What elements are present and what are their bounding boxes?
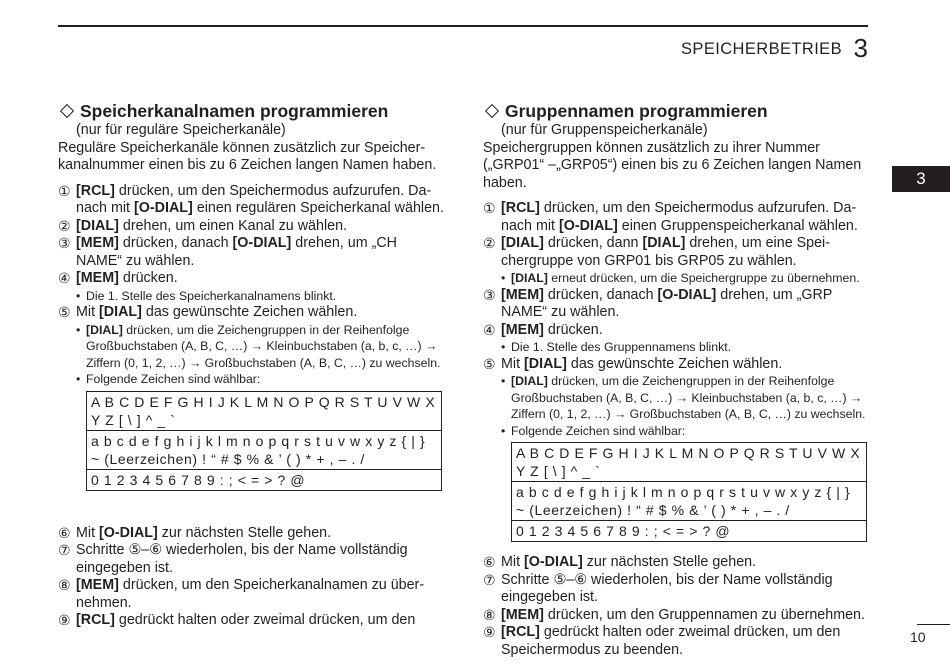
right-step-4: ④ [MEM] drücken. xyxy=(483,321,603,338)
top-rule xyxy=(58,25,868,27)
left-subtitle: (nur für reguläre Speicherkanäle) xyxy=(76,122,286,138)
right-step-9: ⑨ [RCL] gedrückt halten oder zweimal drücken, um den Speichermodus zu beenden. xyxy=(483,624,841,658)
left-column xyxy=(58,100,446,630)
charset-row-digits: 0 1 2 3 4 5 6 7 8 9 : ; < = > ? @ xyxy=(516,523,731,539)
right-step-2: ② [DIAL] drücken, dann [DIAL] drehen, um eine Speichergruppe von GRP01 bis GRP05 zu wählen. xyxy=(483,235,830,269)
right-step-3: ③ [MEM] drücken, danach [O-DIAL] drehen, um „GRP NAME“ zu wählen. xyxy=(483,286,833,320)
left-step-3: ③ [MEM] drücken, danach [O-DIAL] drehen, um „CH NAME“ zu wählen. xyxy=(58,235,397,269)
left-step-6: ⑥ Mit [O-DIAL] zur nächsten Stelle gehen. xyxy=(58,524,332,541)
right-column xyxy=(483,100,871,659)
left-heading: Speicherkanalnamen programmieren xyxy=(58,100,446,122)
right-step-8: ⑧ [MEM] drücken, um den Gruppennamen zu übernehmen. xyxy=(483,606,865,623)
right-step-5-note-2: • Folgende Zeichen sind wählbar: xyxy=(501,423,686,438)
right-step-2-note: • [DIAL] erneut drücken, um die Speichergruppe zu übernehmen. xyxy=(501,271,860,285)
right-step-5: ⑤ Mit [DIAL] das gewünschte Zeichen wählen. xyxy=(483,355,783,372)
left-intro: Reguläre Speicherkanäle können zusätzlich zur Speicherkanalnummer einen bis zu 6 Zeichen langen Namen haben. xyxy=(58,139,437,173)
left-step-5-note-1: • [DIAL] drücken, um die Zeichengruppen in der Reihenfolge Großbuchstaben (A, B, C, …) → Kleinbuchstaben (a, b, c, …) → Ziffern (0, 1, 2, …) → Großbuchstaben (A, B, C, …) zu wechseln. xyxy=(76,322,441,370)
charset-row-upper: A B C D E F G H I J K L M N O P Q R S T U V W X Y Z [ \ ] ^ _ ` xyxy=(512,443,866,482)
page-rule xyxy=(917,624,950,625)
left-step-9: ⑨ [RCL] gedrückt halten oder zweimal drücken, um den xyxy=(58,612,416,628)
charset-row-lower: a b c d e f g h i j k l m n o p q r s t u v w x y z { | } ~ (Leerzeichen) ! “ # $ % & ’ ( ) * + , – . / xyxy=(87,431,441,470)
right-step-4-note: • Die 1. Stelle des Gruppennamens blinkt. xyxy=(501,340,732,354)
diamond-icon xyxy=(60,104,74,118)
left-step-2: ② [DIAL] drehen, um einen Kanal zu wählen. xyxy=(58,217,347,234)
chapter-tab: 3 xyxy=(892,166,950,192)
left-step-5-note-2: • Folgende Zeichen sind wählbar: xyxy=(76,372,261,386)
right-step-6: ⑥ Mit [O-DIAL] zur nächsten Stelle gehen. xyxy=(483,554,757,570)
right-step-5-note-1: • [DIAL] drücken, um die Zeichengruppen in der Reihenfolge Großbuchstaben (A, B, C, …) → Kleinbuchstaben (a, b, c, …) → Ziffern (0, 1, 2, …) → Großbuchstaben (A, B, C, …) zu wechseln. xyxy=(501,374,866,421)
page-number: 10 xyxy=(910,629,926,645)
left-step-1: ① [RCL] drücken, um den Speichermodus aufzurufen. Danach mit [O-DIAL] einen regulären Speicherkanal wählen. xyxy=(58,182,444,216)
left-step-7: ⑦ Schritte ⑤–⑥ wiederholen, bis der Name vollständig eingegeben ist. xyxy=(58,542,408,576)
left-step-4-note: • Die 1. Stelle des Speicherkanalnamens blinkt. xyxy=(76,288,337,303)
diamond-icon xyxy=(485,104,499,118)
left-step-8: ⑧ [MEM] drücken, um den Speicherkanalnamen zu übernehmen. xyxy=(58,577,425,611)
right-intro: Speichergruppen können zusätzlich zu ihrer Nummer („GRP01“ –„GRP05“) einen bis zu 6 Zeichen langen Namen haben. xyxy=(483,139,862,191)
left-step-4: ④ [MEM] drücken. xyxy=(58,270,178,286)
right-heading: Gruppennamen programmieren xyxy=(483,100,871,122)
charset-row-digits: 0 1 2 3 4 5 6 7 8 9 : ; < = > ? @ xyxy=(91,471,306,488)
charset-row-lower: a b c d e f g h i j k l m n o p q r s t u v w x y z { | } ~ (Leerzeichen) ! “ # $ % & ’ ( ) * + , – . / xyxy=(512,482,866,521)
charset-row-upper: A B C D E F G H I J K L M N O P Q R S T U V W X Y Z [ \ ] ^ _ ` xyxy=(87,392,441,431)
left-charset-table xyxy=(86,391,442,491)
right-subtitle: (nur für Gruppenspeicherkanäle) xyxy=(501,122,708,138)
right-step-1: ① [RCL] drücken, um den Speichermodus aufzurufen. Danach mit [O-DIAL] einen Gruppenspeicherkanal wählen. xyxy=(483,200,858,234)
right-charset-table xyxy=(511,442,867,542)
left-step-5: ⑤ Mit [DIAL] das gewünschte Zeichen wählen. xyxy=(58,304,358,320)
right-step-7: ⑦ Schritte ⑤–⑥ wiederholen, bis der Name vollständig eingegeben ist. xyxy=(483,571,833,605)
section-title: SPEICHERBETRIEB xyxy=(681,40,842,58)
chapter-number: 3 xyxy=(853,33,868,63)
